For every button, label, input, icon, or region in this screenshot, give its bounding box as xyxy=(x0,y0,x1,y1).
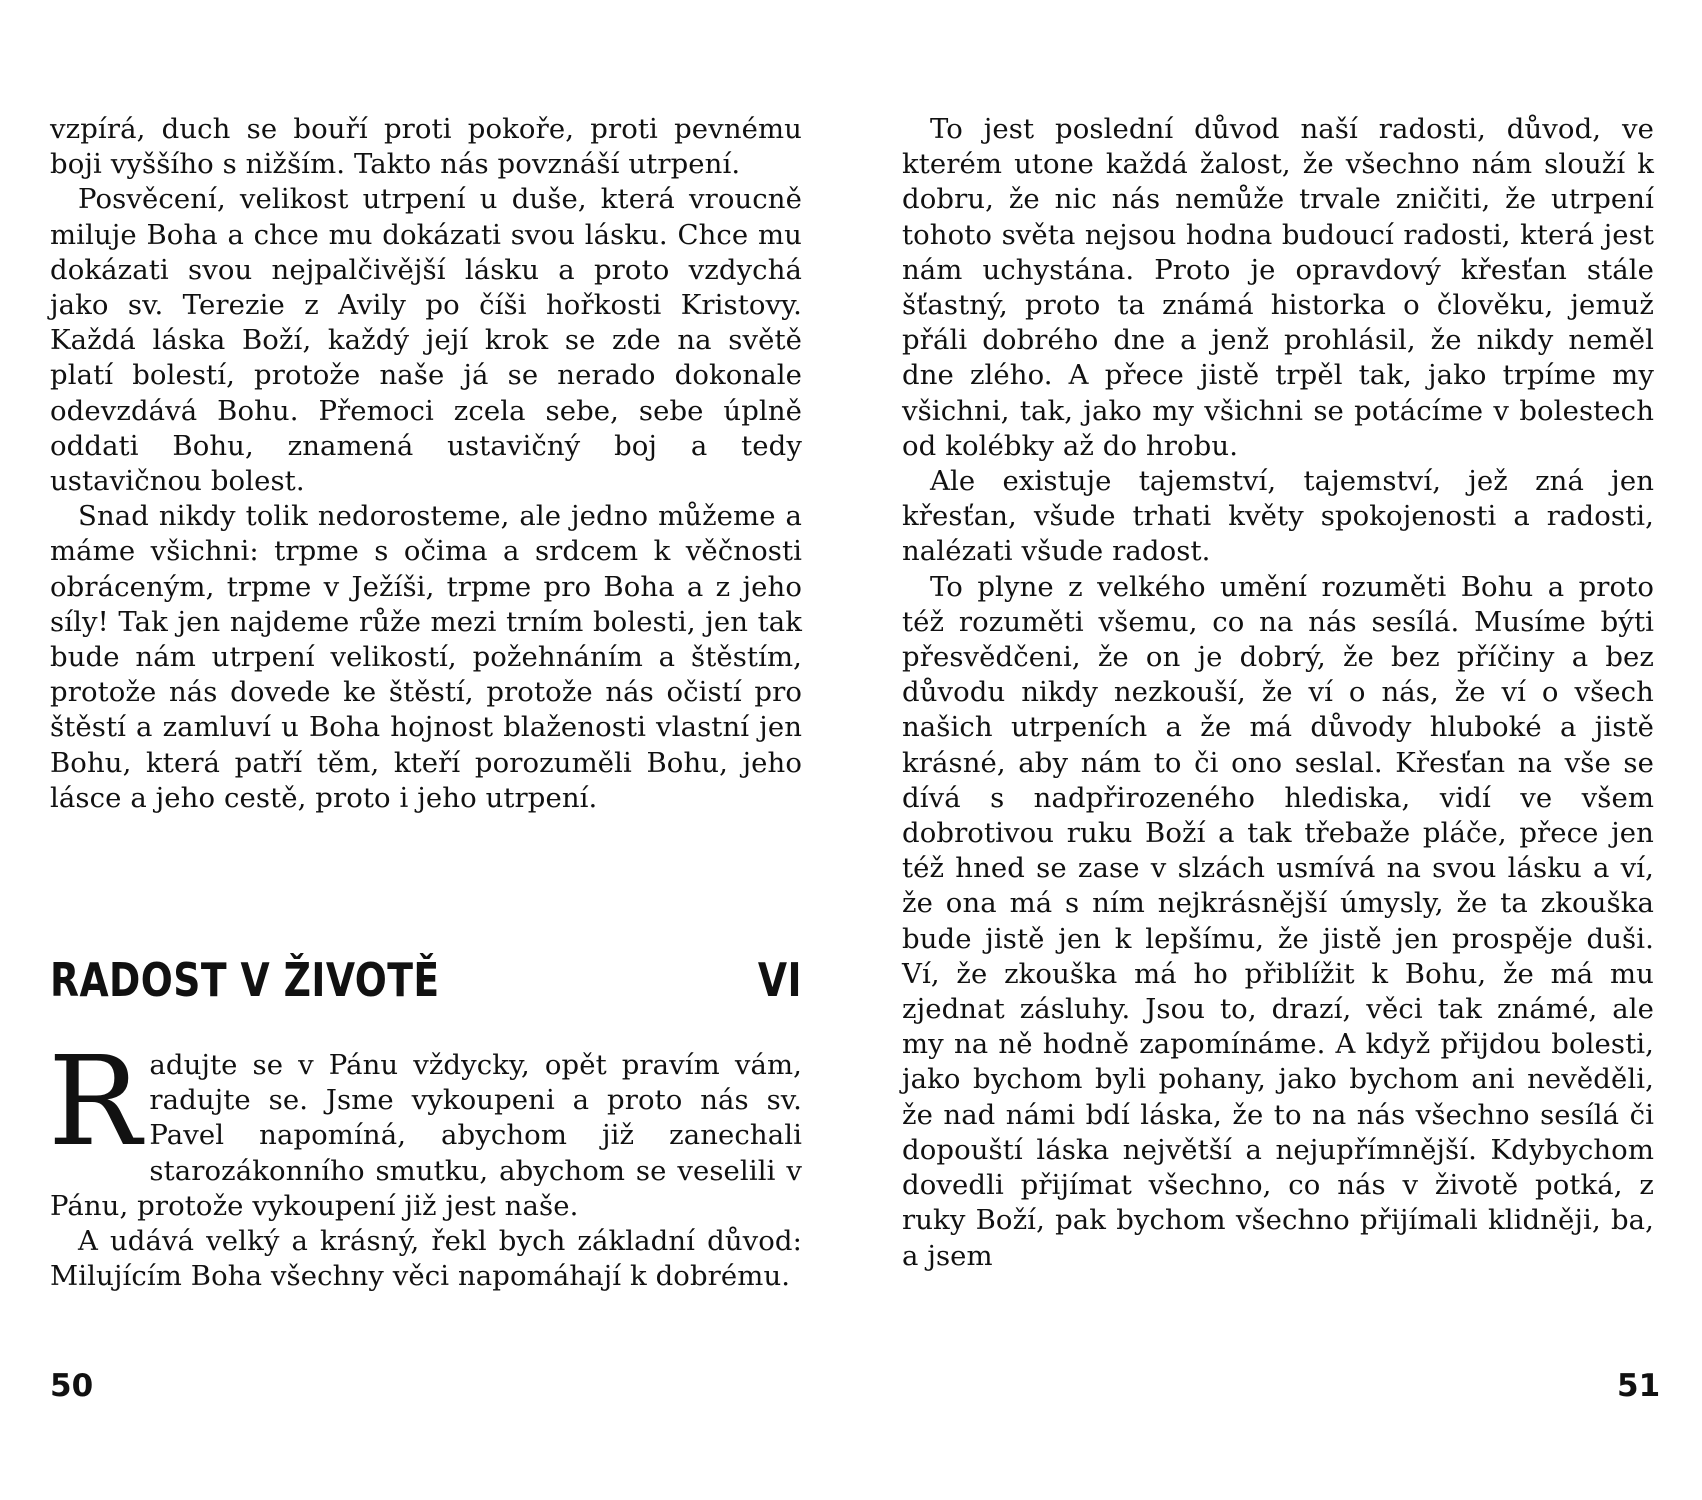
opening-paragraph-block xyxy=(48,1030,802,1224)
page-number-left: 50 xyxy=(50,1368,94,1404)
drop-cap: R xyxy=(48,1030,142,1174)
left-page xyxy=(50,112,802,816)
chapter-number: VI xyxy=(757,953,802,1007)
opening-paragraph: adujte se v Pánu vždycky, opět pravím vám, radujte se. Jsme vykoupeni a proto nás sv. Pavel napomíná, abychom již zanechali starozákonního smutku, abychom se veselili v Pánu, protože vykoupení již jest naše. xyxy=(50,1049,802,1222)
left-paragraph-2: Posvěcení, velikost utrpení u duše, která vroucně miluje Boha a chce mu dokázati svou lásku. Chce mu dokázati svou nejpalčivější lásku a proto vzdychá jako sv. Terezie z Avily po číši hořkosti Kristovy. Každá láska Boží, každý její krok se zde na světě platí bolestí, protože naše já se nerado dokonale odevzdává Bohu. Přemoci zcela sebe, sebe úplně oddati Bohu, znamená ustavičný boj a tedy ustavičnou bolest. xyxy=(50,183,802,498)
chapter-title: RADOST V ŽIVOTĚ xyxy=(50,953,440,1007)
chapter-opening xyxy=(48,1030,802,1294)
left-paragraph-3: Snad nikdy tolik nedorosteme, ale jedno můžeme a máme všichni: trpme s očima a srdcem k věčnosti obráceným, trpme v Ježíši, trpme pro Boha a z jeho síly! Tak jen najdeme růže mezi trním bolesti, jen tak bude nám utrpení velikostí, požehnáním a štěstím, protože nás dovede ke štěstí, protože nás očistí pro štěstí a zamluví u Boha hojnost blaženosti vlastní jen Bohu, která patří těm, kteří porozuměli Bohu, jeho lásce a jeho cestě, proto i jeho utrpení. xyxy=(50,500,802,814)
right-paragraph-1: To jest poslední důvod naší radosti, důvod, ve kterém utone každá žalost, že všechno nám slouží k dobru, že nic nás nemůže trvale zničiti, že utrpení tohoto světa nejsou hodna budoucí radosti, která jest nám uchystána. Proto je opravdový křesťan stále šťastný, proto ta známá historka o člověku, jemuž přáli dobrého dne a jenž prohlásil, že nikdy neměl dne zlého. A přece jistě trpěl tak, jako trpíme my všichni, tak, jako my všichni se potácíme v bolestech od kolébky až do hrobu. xyxy=(902,113,1654,462)
right-page xyxy=(902,112,1654,1274)
opening-second-paragraph: A udává velký a krásný, řekl bych základní důvod: Milujícím Boha všechny věci napomáhají k dobrému. xyxy=(50,1225,802,1293)
chapter-heading xyxy=(50,940,802,1020)
right-paragraph-2: Ale existuje tajemství, tajemství, jež zná jen křesťan, všude trhati květy spokojenosti a radosti, nalézati všude radost. xyxy=(902,465,1654,568)
right-paragraph-3: To plyne z velkého umění rozuměti Bohu a proto též rozuměti všemu, co na nás sesílá. Musíme býti přesvědčeni, že on je dobrý, že bez příčiny a bez důvodu nikdy nezkouší, že ví o nás, že ví o všech našich utrpeních a že má důvody hluboké a jistě krásné, aby nám to či ono seslal. Křesťan na vše se dívá s nadpřirozeného hlediska, vidí ve všem dobrotivou ruku Boží a tak třebaže pláče, přece jen též hned se zase v slzách usmívá na svou lásku a ví, že ona má s ním nejkrásnější úmysly, že ta zkouška bude jistě jen k lepšímu, že jistě jen prospěje duši. Ví, že zkouška má ho přiblížit k Bohu, že má mu zjednat zásluhy. Jsou to, drazí, věci tak známé, ale my na ně hodně zapomínáme. A když přijdou bolesti, jako bychom byli pohany, jako bychom ani nevěděli, že nad námi bdí láska, že to na nás všechno sesílá či dopouští láska největší a nejupřímnější. Kdybychom dovedli přijímat všechno, co nás v životě potká, z ruky Boží, pak bychom všechno přijímali klidněji, ba, a jsem xyxy=(902,570,1654,1272)
left-paragraph-1: vzpírá, duch se bouří proti pokoře, proti pevnému boji vyššího s nižším. Takto nás povznáší utrpení. xyxy=(50,113,802,181)
page-number-right: 51 xyxy=(1617,1368,1661,1404)
